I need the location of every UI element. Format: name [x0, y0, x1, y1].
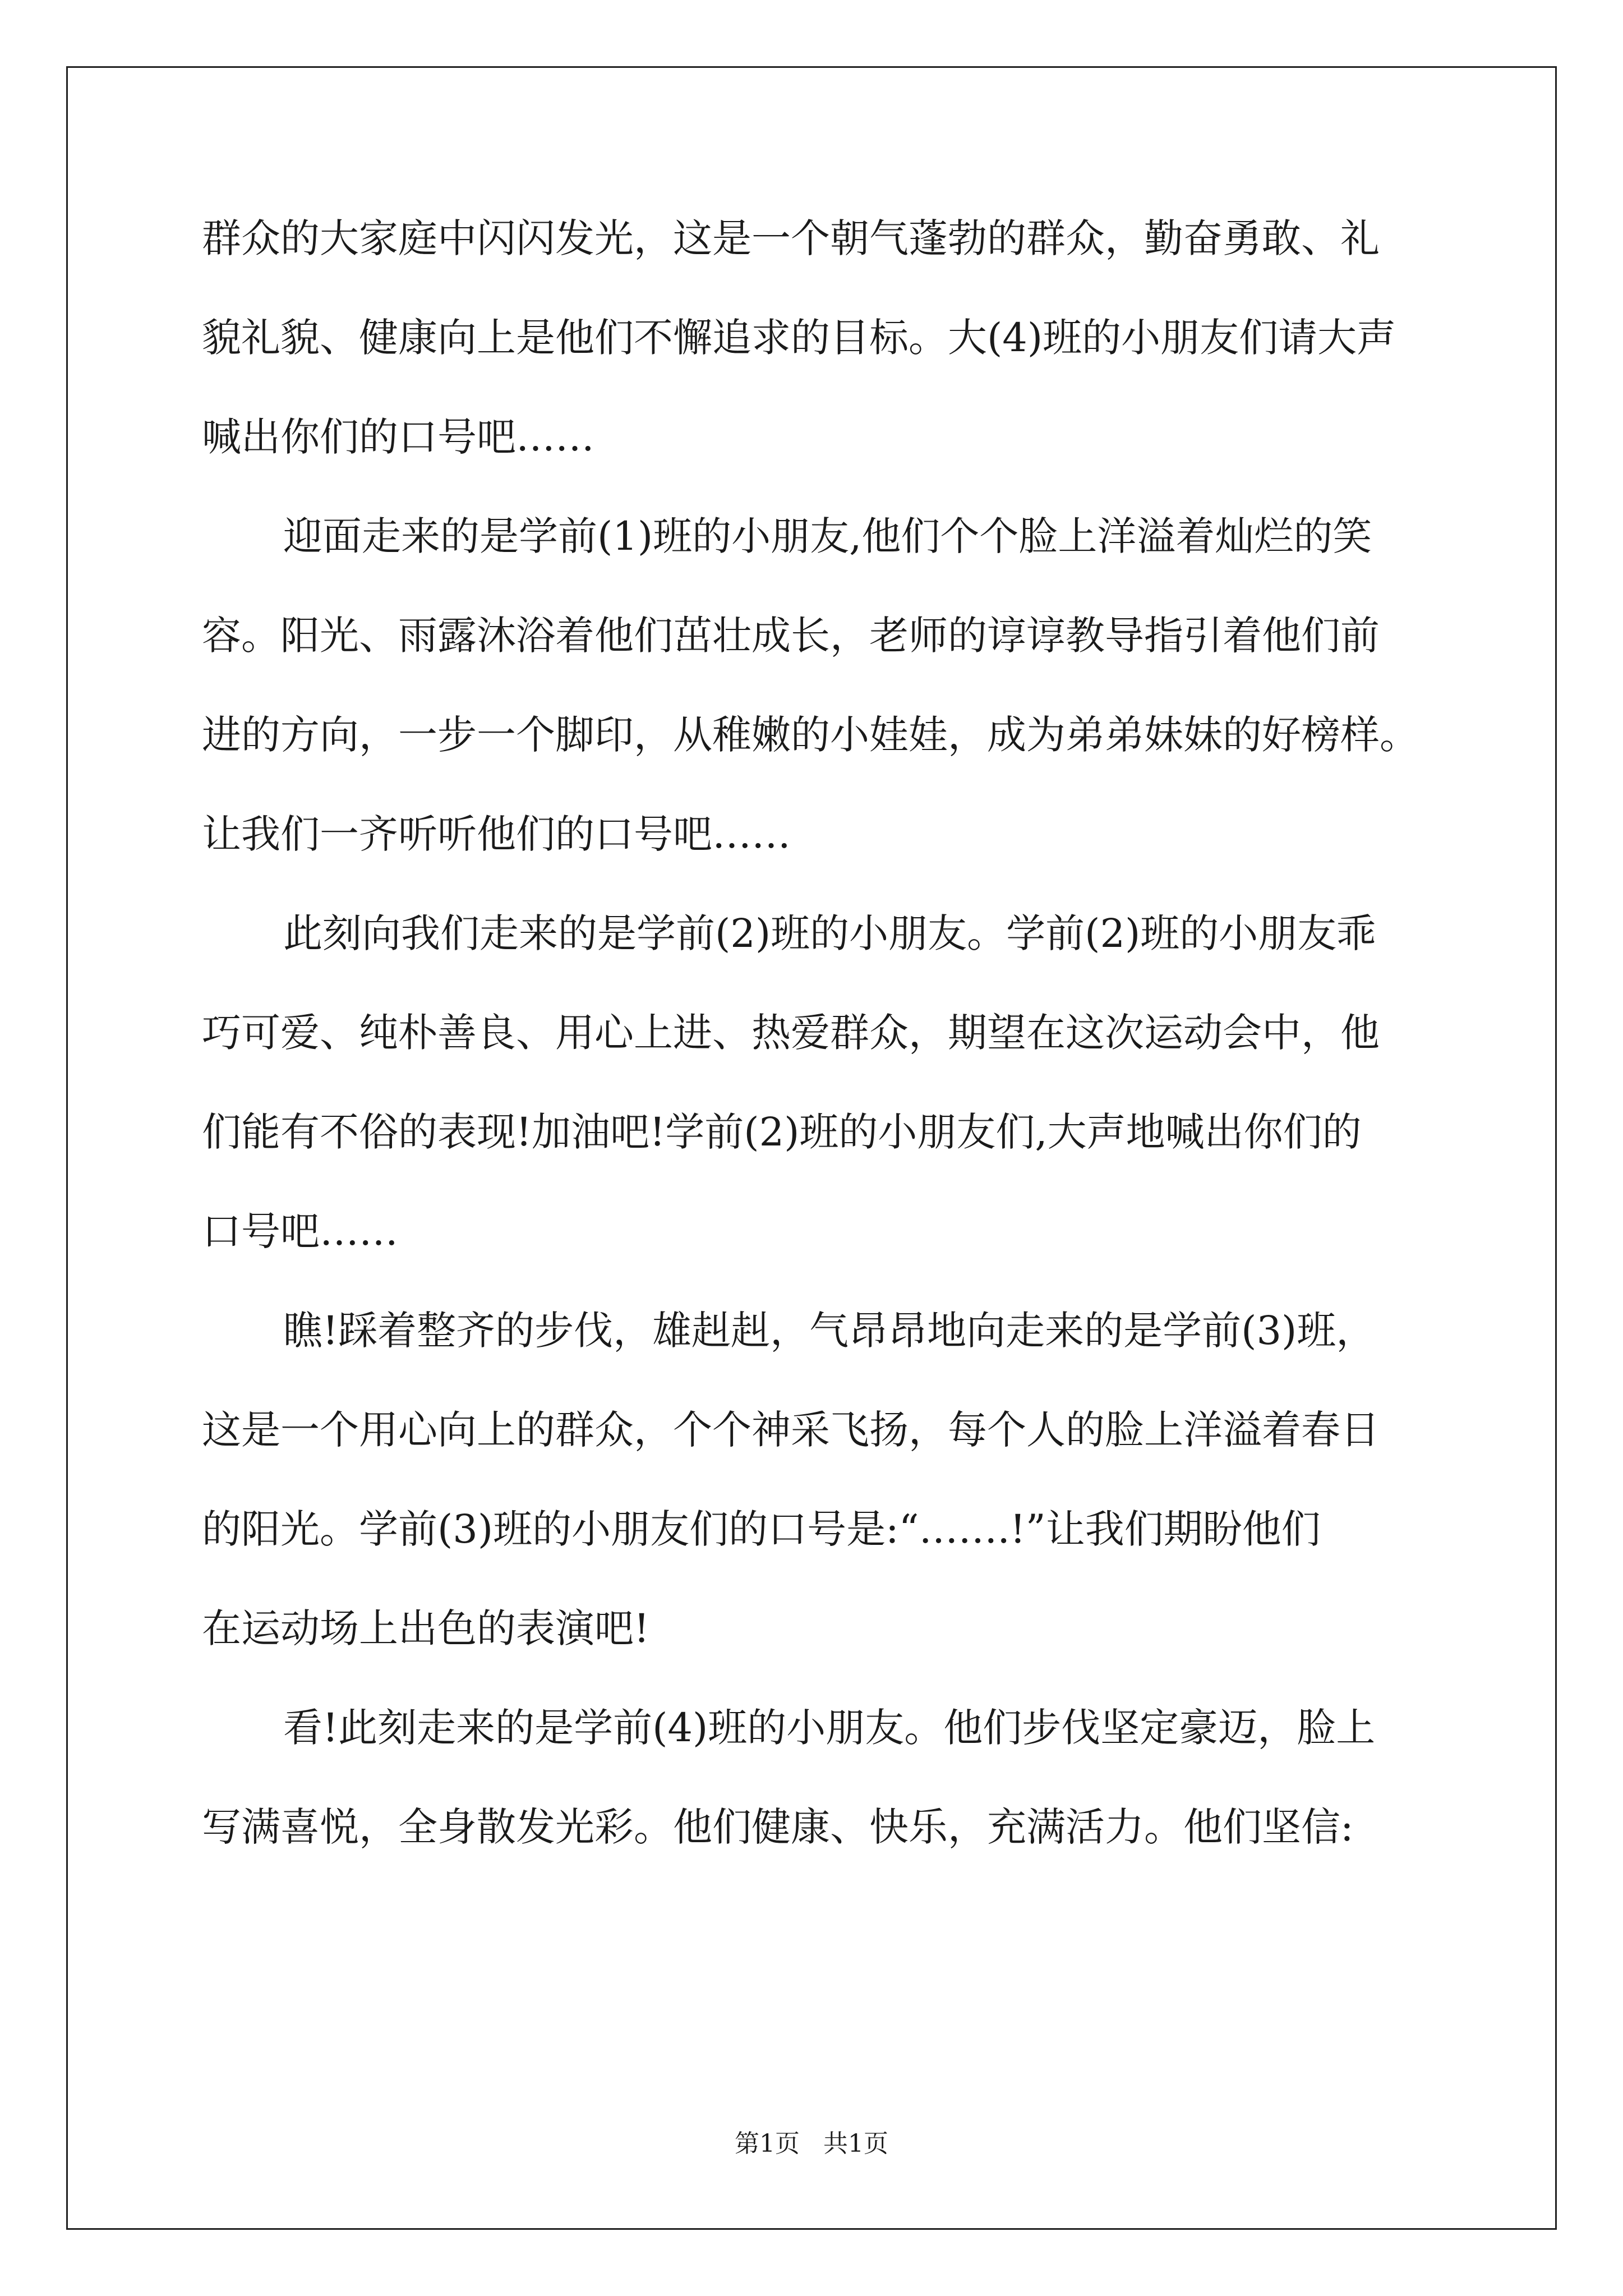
- text-line: 进的方向，一步一个脚印，从稚嫩的小娃娃，成为弟弟妹妹的好榜样。: [202, 712, 1419, 758]
- text-line: 群众的大家庭中闪闪发光，这是一个朝气蓬勃的群众，勤奋勇敢、礼: [202, 215, 1380, 261]
- paragraph-start-line: 看!此刻走来的是学前(4)班的小朋友。他们步伐坚定豪迈，脸上: [283, 1705, 1376, 1751]
- text-line: 们能有不俗的表现!加油吧!学前(2)班的小朋友们,大声地喊出你们的: [202, 1109, 1362, 1155]
- paragraph-start-line: 迎面走来的是学前(1)班的小朋友,他们个个脸上洋溢着灿烂的笑: [283, 513, 1372, 559]
- text-line: 貌礼貌、健康向上是他们不懈追求的目标。大(4)班的小朋友们请大声: [202, 315, 1396, 361]
- text-line: 容。阳光、雨露沐浴着他们茁壮成长，老师的谆谆教导指引着他们前: [202, 613, 1380, 659]
- paragraph-start-line: 瞧!踩着整齐的步伐，雄赳赳，气昂昂地向走来的是学前(3)班，: [283, 1308, 1376, 1354]
- text-line: 这是一个用心向上的群众，个个神采飞扬，每个人的脸上洋溢着春日: [202, 1407, 1380, 1453]
- text-line: 的阳光。学前(3)班的小朋友们的口号是:“…….!”让我们期盼他们: [202, 1506, 1321, 1552]
- text-line: 巧可爱、纯朴善良、用心上进、热爱群众，期望在这次运动会中，他: [202, 1010, 1380, 1056]
- text-line: 让我们一齐听听他们的口号吧……: [202, 811, 791, 857]
- text-line: 口号吧……: [202, 1208, 398, 1254]
- text-line: 写满喜悦，全身散发光彩。他们健康、快乐，充满活力。他们坚信:: [202, 1804, 1354, 1850]
- page-footer: 第1页 共1页: [735, 2129, 888, 2158]
- text-line: 在运动场上出色的表演吧!: [202, 1605, 650, 1651]
- text-line: 喊出你们的口号吧……: [202, 414, 594, 460]
- paragraph-start-line: 此刻向我们走来的是学前(2)班的小朋友。学前(2)班的小朋友乖: [283, 910, 1376, 956]
- document-body: [202, 215, 1458, 1907]
